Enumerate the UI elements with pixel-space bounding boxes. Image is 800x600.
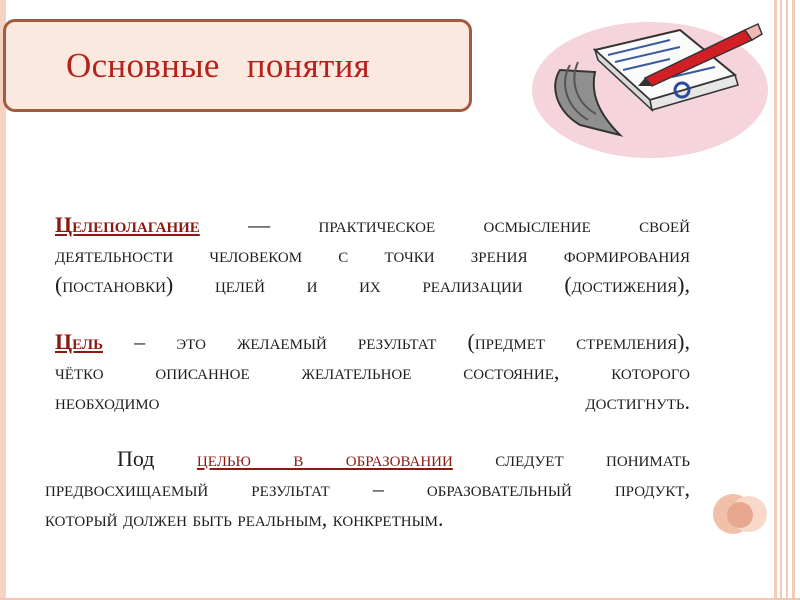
right-frame	[770, 0, 800, 600]
paragraph-goal-setting	[45, 210, 690, 300]
p1-line3: (постановки) целей и их реализации (достижения),	[55, 272, 690, 297]
p1-line1: — практическое осмысление своей	[248, 212, 691, 237]
content-text	[45, 210, 690, 534]
p3-line2: предвосхищаемый результат – образовательный продукт,	[45, 476, 690, 501]
term-goal-setting: Целеполагание	[55, 212, 200, 237]
p3-line3: который должен быть реальным, конкретным.	[45, 506, 444, 531]
title-box	[3, 19, 472, 112]
book-with-pen-icon	[520, 10, 770, 160]
paragraph-goal	[45, 327, 690, 417]
p1-line2: деятельности человеком с точки зрения формирования	[55, 242, 690, 267]
page-title: Основные понятия	[66, 45, 371, 85]
paragraph-education-goal	[45, 444, 690, 534]
p3-line1-rest: следует понимать	[495, 446, 691, 471]
p2-line3b: достигнуть.	[585, 389, 690, 414]
p2-line2: чётко описанное желательное состояние, которого	[55, 359, 690, 384]
term-education-goal: целью в образовании	[196, 446, 453, 471]
p3-lead: Под	[117, 446, 155, 471]
p2-line3a: необходимо	[55, 389, 160, 414]
p2-line1: – это желаемый результат (предмет стремления),	[134, 329, 690, 354]
term-goal: Цель	[55, 329, 104, 354]
